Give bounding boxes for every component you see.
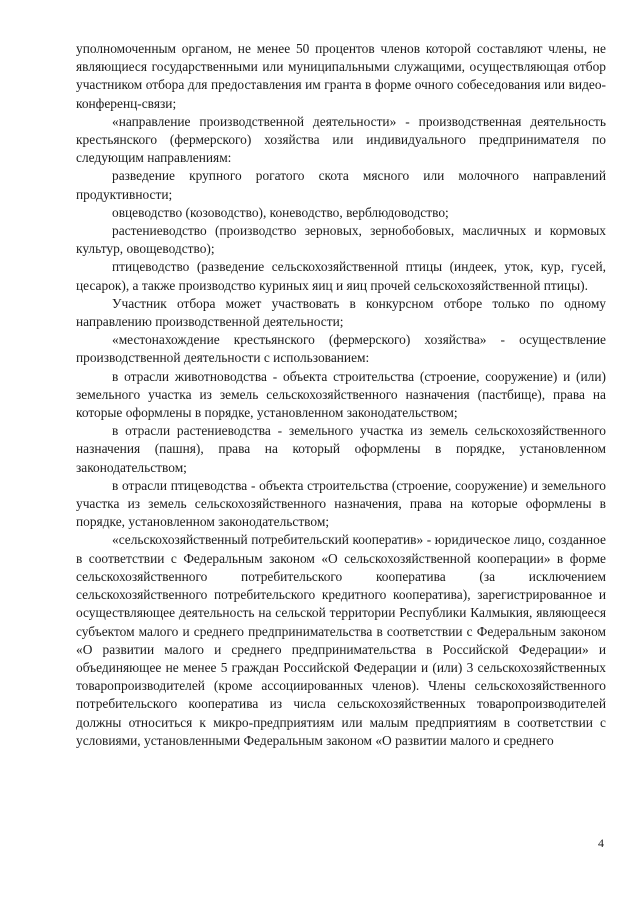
- paragraph-cattle: разведение крупного рогатого скота мясного или молочного направлений продуктивности;: [76, 168, 606, 202]
- paragraph-livestock-location: в отрасли животноводства - объекта строительства (строение, сооружение) и (или) земельного участка из земель сельскохозяйственного назначения (пастбище), права на которые оформлены в порядке, установленном законодательством;: [76, 368, 606, 421]
- paragraph-continuation: уполномоченным органом, не менее 50 процентов членов которой составляют члены, не являющиеся государственными или муниципальными служащими, осуществляющая отбор участником отбора для предоставления им гранта в форме очного собеседования или видео-конференц-связи;: [76, 41, 606, 111]
- paragraph-poultry-location: в отрасли птицеводства - объекта строительства (строение, сооружение) и земельного участка из земель сельскохозяйственного назначения, права на которые оформлены в порядке, установленном законодательством;: [76, 477, 606, 530]
- paragraph-definition-location: «местонахождение крестьянского (фермерского) хозяйства» - осуществление производственной деятельности с использованием:: [76, 332, 606, 366]
- paragraph-crops-location: в отрасли растениеводства - земельного участка из земель сельскохозяйственного назначения (пашня), права на который оформлены в порядке, установленном законодательством;: [76, 423, 606, 475]
- page-number: 4: [598, 836, 604, 850]
- paragraph-definition-cooperative: «сельскохозяйственный потребительский кооператив» - юридическое лицо, созданное в соответствии с Федеральным законом «О сельскохозяйственной кооперации» в форме сельскохозяйственного потребительского кооператива (за исключением сельскохозяйственного потребительского кредитного кооператива), зарегистрированное и осуществляющее деятельность на сельской территории Республики Калмыкия, являющееся субъектом малого и среднего предпринимательства в соответствии с Федеральным законом «О развитии малого и среднего предпринимательства в Российской Федерации» и объединяющее не менее 5 граждан Российской Федерации и (или) 3 сельскохозяйственных товаропроизводителей (кроме ассоциированных членов). Члены сельскохозяйственного потребительского кооператива из числа сельскохозяйственных товаропроизводителей должны относиться к микро-предприятиям или малым предприятиям в соответствии с условиями, установленными Федеральным законом «О развитии малого и среднего: [76, 532, 606, 748]
- paragraph-one-direction: Участник отбора может участвовать в конкурсном отборе только по одному направлению производственной деятельности;: [76, 295, 606, 330]
- paragraph-crops: растениеводство (производство зерновых, зернобобовых, масличных и кормовых культур, овощеводство);: [76, 223, 606, 257]
- paragraph-definition-direction: «направление производственной деятельности» - производственная деятельность крестьянского (фермерского) хозяйства или индивидуального предпринимателя по следующим направлениям:: [76, 113, 606, 166]
- paragraph-sheep: овцеводство (козоводство), коневодство, верблюдоводство;: [112, 204, 449, 220]
- document-body: [76, 40, 606, 750]
- paragraph-poultry: птицеводство (разведение сельскохозяйственной птицы (индеек, уток, кур, гусей, цесарок), а также производство куриных яиц и яиц прочей сельскохозяйственной птицы).: [76, 259, 606, 293]
